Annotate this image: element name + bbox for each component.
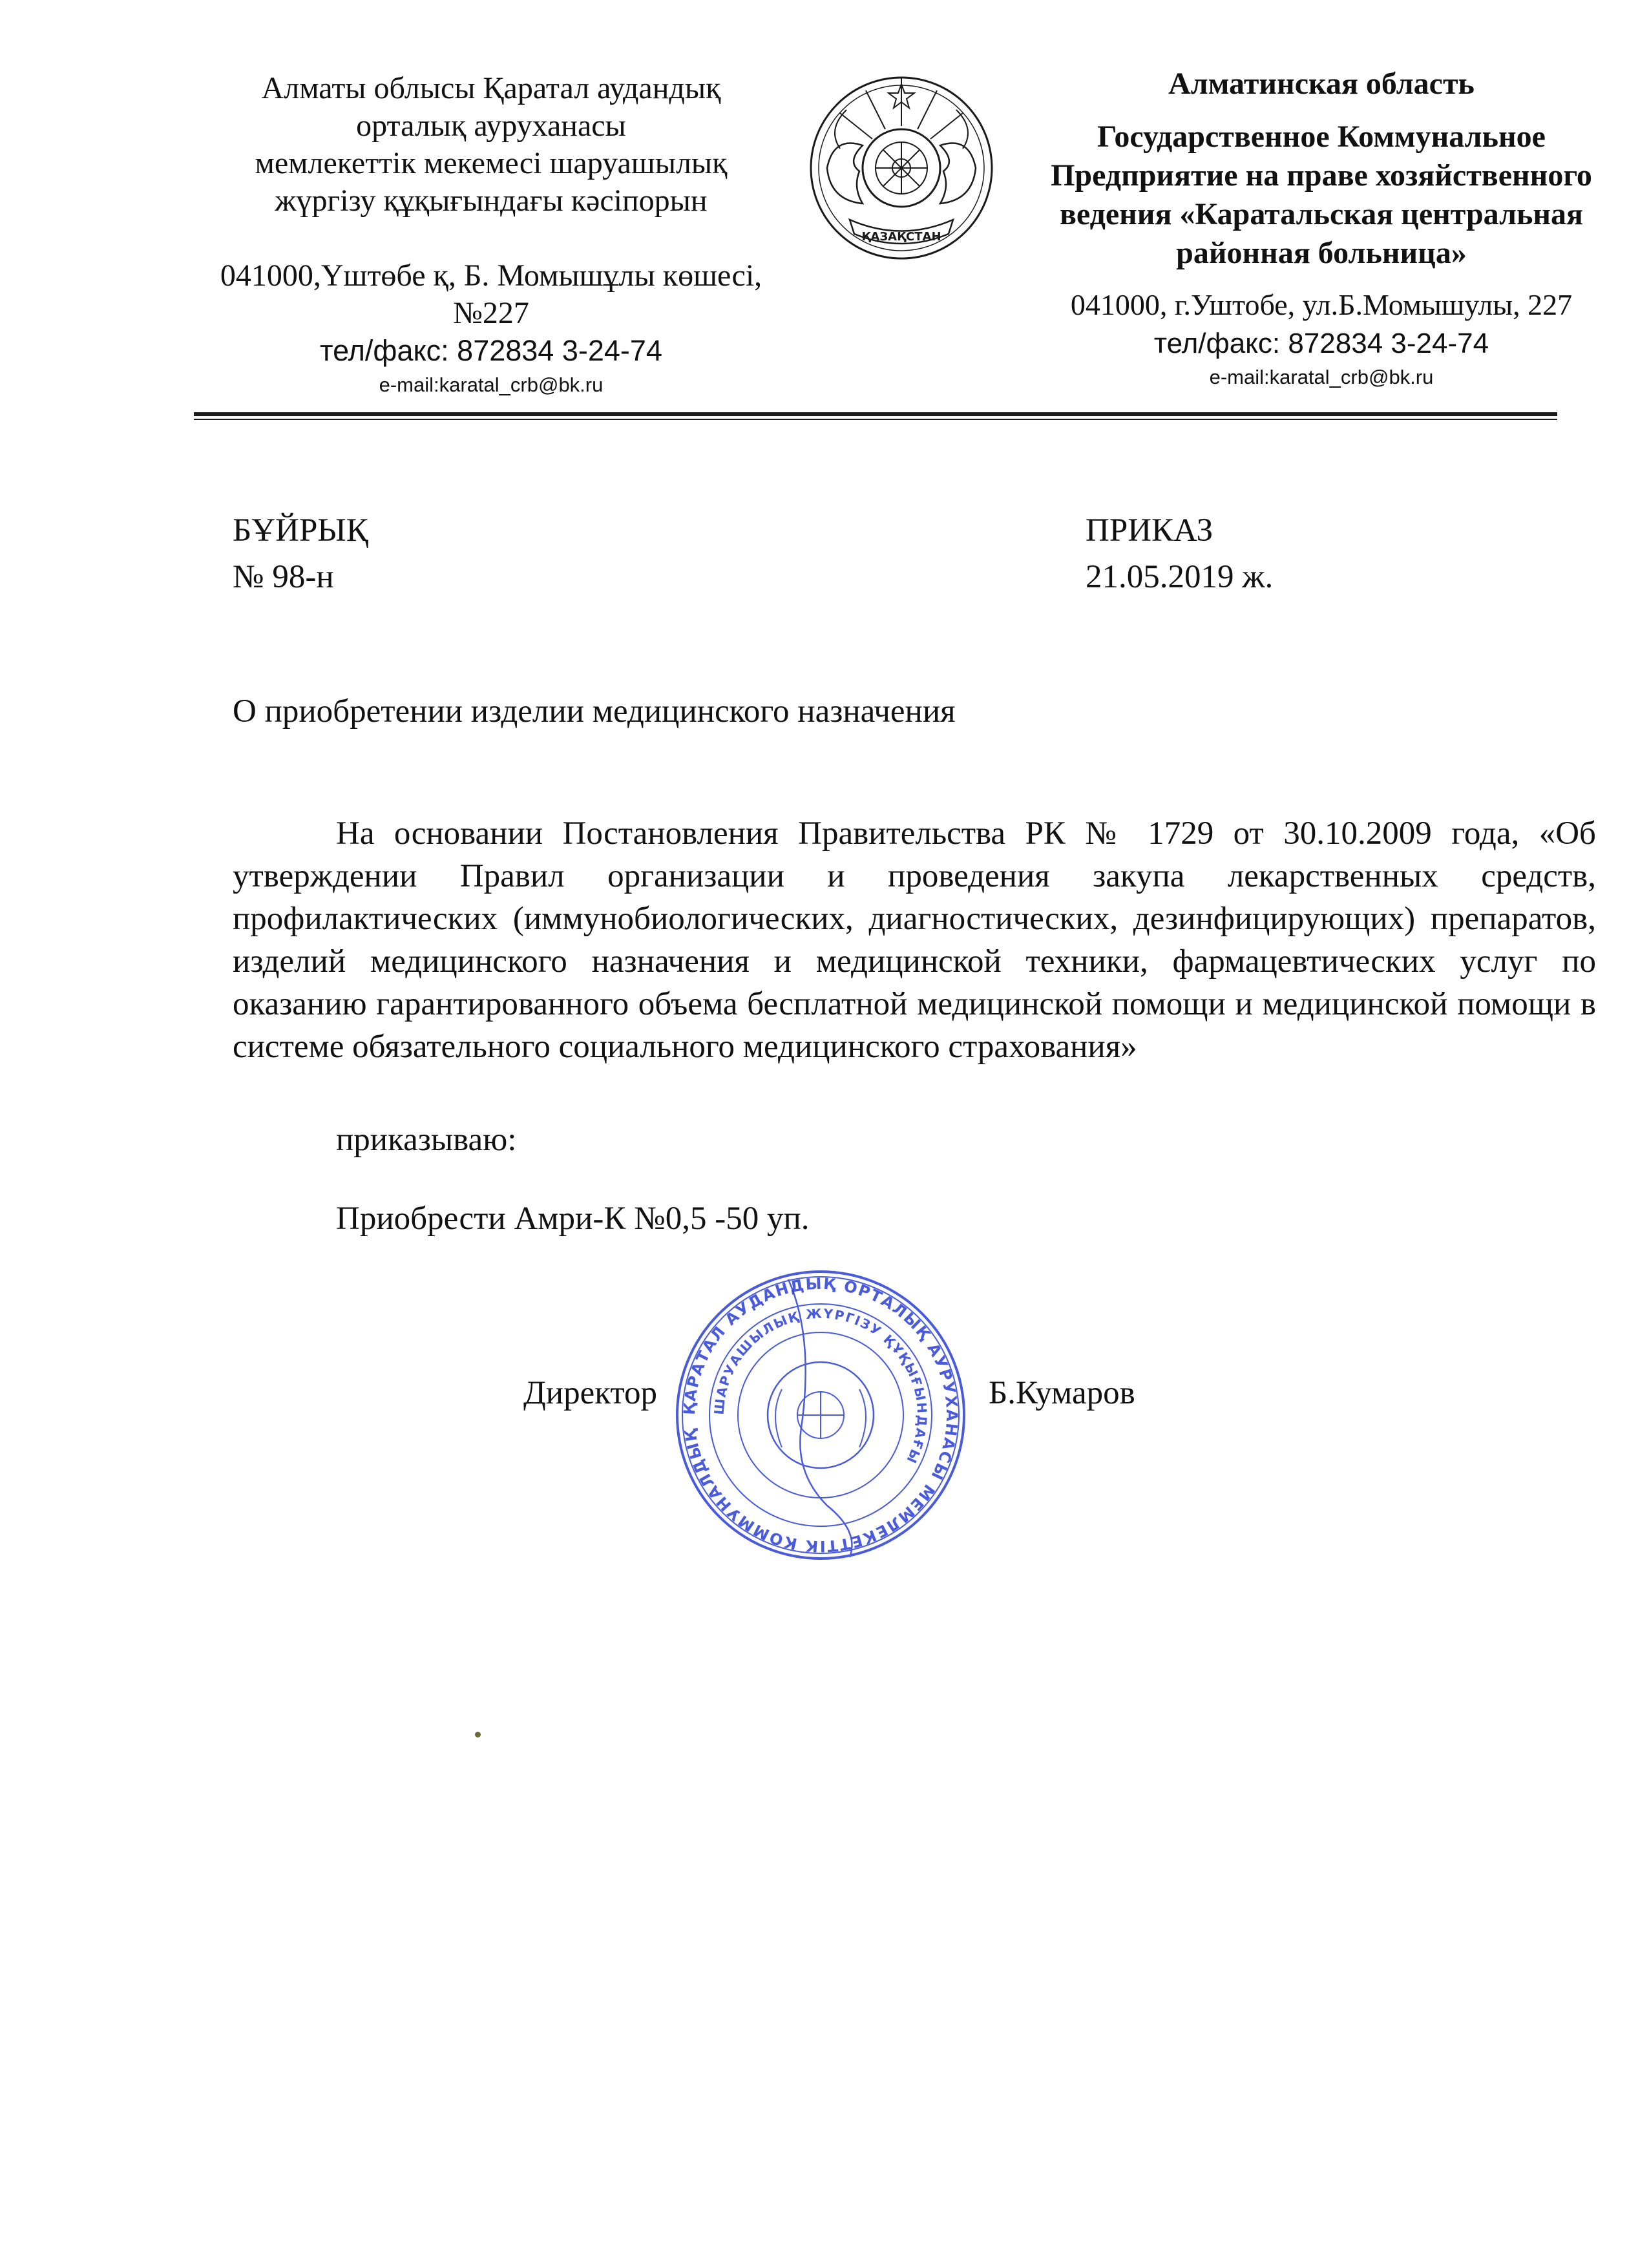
header-right-email: e-mail:karatal_crb@bk.ru [1209,366,1434,388]
header-right-org-line-4: районная больница» [1176,236,1467,270]
order-verb: приказываю: [336,1122,517,1158]
signature-name: Б.Кумаров [989,1375,1135,1411]
document-subject: О приобретении изделии медицинского назначения [233,693,956,730]
header-right-block [1021,65,1622,392]
header-right-org-line-1: Государственное Коммунальное [1097,120,1546,154]
body-paragraph: На основании Постановления Правительства РК № 1729 от 30.10.2009 года, «Об утверждении Правил организации и проведения закупа лекарственных средств, профилактических (иммунобиологических, диагностических, дезинфицирующих) препаратов, изделий медицинского назначения и медицинской техники, фармацевтических услуг по оказанию гарантированного объема бесплатной медицинской помощи и медицинской помощи в системе обязательного социального медицинского страхования» [233,815,1596,1065]
header-left-address-2: №227 [453,296,529,330]
stamp-inner-text: ШАРУАШЫЛЫҚ ЖҮРГІЗУ ҚҰҚЫҒЫНДАҒЫ [711,1305,930,1467]
header-left-address-1: 041000,Үштөбе қ, Б. Момышұлы көшесі, [220,258,762,293]
header-left-line-1: Алматы облысы Қаратал аудандық [261,71,721,105]
header-left-block [194,70,788,401]
signature-title: Директор [523,1375,657,1411]
header-left-phone: тел/факс: 872834 3-24-74 [320,334,662,367]
svg-text:ШАРУАШЫЛЫҚ ЖҮРГІЗУ ҚҰҚЫҒЫНДАҒЫ [711,1306,930,1467]
header-separator-thin [194,419,1557,420]
header-right-address: 041000, г.Уштобе, ул.Б.Момышулы, 227 [1070,288,1573,321]
order-date: 21.05.2019 ж. [1086,559,1274,595]
header-right-org-line-3: ведения «Каратальская центральная [1059,197,1584,231]
header-right-region: Алматинская область [1168,67,1475,101]
kazakhstan-emblem-icon [801,65,1002,265]
stamp-outer-text: ҚАРАТАЛ АУДАНДЫҚ ОРТАЛЫҚ АУРУХАНАСЫ МЕМЛЕКЕТТІК КОММУНАЛДЫҚ [680,1274,961,1556]
header-right-org-line-2: Предприятие на праве хозяйственного [1051,158,1592,193]
order-label-kz: БҰЙРЫҚ [233,512,368,549]
header-left-line-3: мемлекеттік мекемесі шаруашылық [255,146,728,180]
header-right-phone: тел/факс: 872834 3-24-74 [1153,328,1489,359]
emblem-text: ҚАЗАҚСТАН [861,230,941,244]
header-left-line-4: жүргізу құқығындағы кәсіпорын [275,184,708,218]
ink-dot [475,1732,481,1738]
order-label-ru: ПРИКАЗ [1086,512,1213,549]
header-left-line-2: орталық ауруханасы [356,109,626,143]
header-left-email: e-mail:karatal_crb@bk.ru [379,373,604,396]
order-number: № 98-н [233,559,334,595]
order-action: Приобрести Амри-К №0,5 -50 уп. [336,1201,810,1237]
header-separator-thick [194,412,1557,416]
official-seal-icon [666,1260,976,1570]
